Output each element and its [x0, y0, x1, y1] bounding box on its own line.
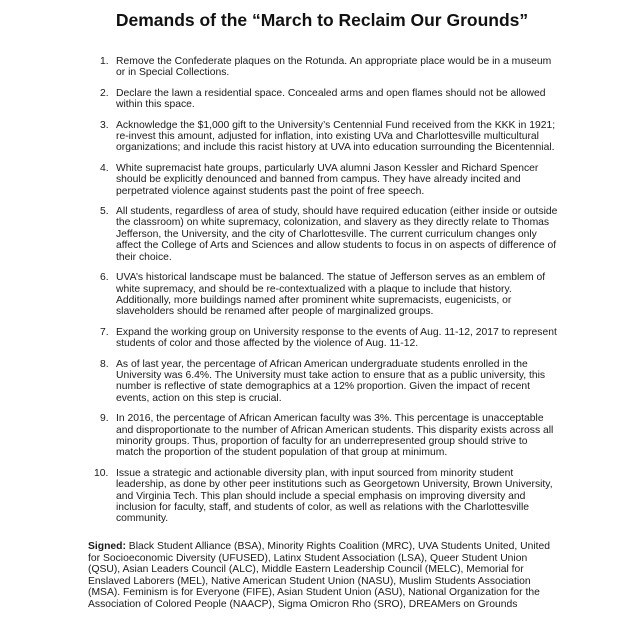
demand-item-6	[88, 272, 558, 318]
demand-text: Expand the working group on University response to the events of Aug. 11-12, 2017 to represent students of color and those affected by the violence of Aug. 11-12.	[116, 326, 557, 350]
demand-text: Declare the lawn a residential space. Concealed arms and open flames should not be allowed within this space.	[116, 87, 546, 111]
demand-text: White supremacist hate groups, particularly UVA alumni Jason Kessler and Richard Spencer should be explicitly denounced and banned from campus. They have already incited and perpetrated violence against students past the point of free speech.	[116, 162, 539, 197]
demand-number: 2.	[100, 87, 109, 99]
demand-number: 7.	[100, 326, 109, 338]
demand-item-5	[88, 206, 558, 263]
demand-text: Remove the Confederate plaques on the Rotunda. An appropriate place would be in a museum or in Special Collections.	[116, 56, 552, 79]
demand-item-1	[88, 56, 558, 79]
demand-text: In 2016, the percentage of African American faculty was 3%. This percentage is unacceptable and disproportionate to the number of African American students. This disparity exists across all minority groups. Thus, proportion of faculty for an underrepresented group should strive to match the proportion of the student population of that group at minimum.	[116, 413, 554, 459]
demand-number: 6.	[100, 272, 109, 284]
demand-number: 1.	[100, 56, 109, 67]
demand-item-8	[88, 359, 558, 405]
demand-number: 4.	[100, 162, 109, 174]
demand-text: As of last year, the percentage of African American undergraduate students enrolled in the University was 6.4%. The University must take action to ensure that as a public university, this number is reflective of state demographics at a 12% proportion. Given the impact of recent events, action on this step is crucial.	[116, 358, 546, 404]
demand-number: 10.	[94, 467, 109, 479]
demand-item-9	[88, 413, 558, 459]
demand-item-4	[88, 163, 558, 197]
demand-number: 8.	[100, 358, 109, 370]
document-title: Demands of the “March to Reclaim Our Grounds”	[115, 10, 529, 30]
demand-number: 5.	[100, 206, 109, 218]
signatories-paragraph	[88, 541, 558, 611]
signed-label: Signed:	[88, 541, 126, 552]
demand-text: UVA’s historical landscape must be balanced. The statue of Jefferson serves as an emblem of white supremacy, and should be re-contextualized with a plaque to include that history. Additionally, more buildings named after prominent white supremacists, eugenicists, or slaveholders should be renamed after people of marginalized groups.	[116, 272, 546, 318]
demand-text: All students, regardless of area of study, should have required education (either inside or outside the classroom) on white supremacy, colonization, and slavery as they directly relate to Thomas Jefferson, the University, and the city of Charlottesville. The current curriculum changes only affect the College of Arts and Sciences and allow students to focus in on aspects of difference of their choice.	[116, 206, 558, 263]
demand-item-2	[88, 88, 558, 111]
demand-item-3	[88, 120, 558, 154]
demands-list	[88, 56, 558, 534]
demand-number: 3.	[100, 119, 109, 131]
demand-item-10	[88, 468, 558, 525]
signatories-list: Black Student Alliance (BSA), Minority Rights Coalition (MRC), UVA Students United, United for Socioeconomic Diversity (UFUSED), Latinx Student Association (LSA), Queer Student Union (QSU), Asian Leaders Council (ALC), Middle Eastern Leadership Council (MELC), Memorial for Enslaved Laborers (MEL), Native American Student Union (NASU), Muslim Students Association (MSA). Feminism is for Everyone (FIFE), Asian Student Union (ASU), National Organization for the Association of Colored People (NAACP), Sigma Omicron Rho (SRO), DREAMers on Grounds	[88, 541, 551, 610]
demand-text: Issue a strategic and actionable diversity plan, with input sourced from minority student leadership, as done by other peer institutions such as Georgetown University, Brown University, and Virginia Tech. This plan should include a special emphasis on improving diversity and inclusion for faculty, staff, and students of color, as well as relations with the Charlottesville community.	[116, 467, 553, 525]
demand-number: 9.	[100, 413, 109, 425]
demand-item-7	[88, 327, 558, 350]
demand-text: Acknowledge the $1,000 gift to the University’s Centennial Fund received from the KKK in 1921; re-invest this amount, adjusted for inflation, into existing UVa and Charlottesville multicultural organizations; and include this racist history at UVA into education surrounding the Bicentennial.	[116, 119, 556, 154]
